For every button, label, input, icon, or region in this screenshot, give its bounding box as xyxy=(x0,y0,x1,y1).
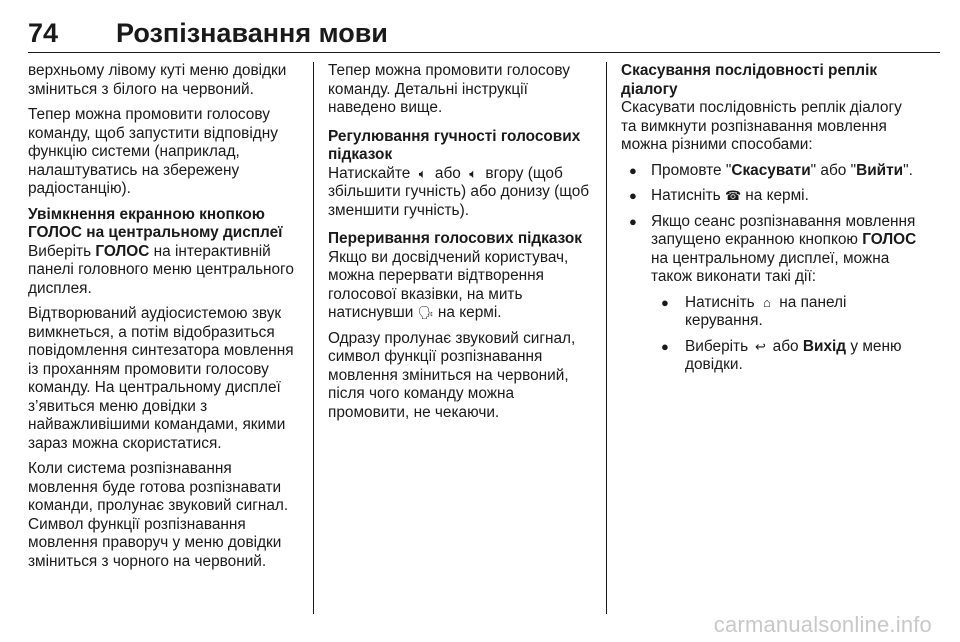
column-divider-2 xyxy=(606,62,607,614)
paragraph: Скасувати послідовність реплік діалогу та вимкнути розпізнавання мовлення можна різними способами: xyxy=(621,99,902,153)
paragraph: Тепер можна промовити голосову команду. Детальні інструкції наведено вище. xyxy=(328,62,570,116)
nested-bullet-list xyxy=(651,294,921,375)
paragraph: Натискайте 🔈︎ або 🔈︎ вгору (щоб збільшити гучність) або донизу (щоб зменшити гучність). xyxy=(328,164,590,219)
header-rule xyxy=(28,52,940,53)
voice-icon: 🗣︎ xyxy=(417,305,435,320)
volume-icon: 🔈︎ xyxy=(418,165,427,181)
bold-term: ГОЛОС xyxy=(95,242,150,260)
home-icon: ⌂ xyxy=(763,294,771,310)
section-heading: Переривання голосових підказок xyxy=(328,230,582,247)
column-divider-1 xyxy=(313,62,314,614)
list-item: ● Якщо сеанс розпізнавання мовлення запущено екранною кнопкою ГОЛОС на центральному дисплеї, можна також виконати такі дії: ● Натисніть ⌂ на панелі керування. ● Виберіть ↩︎ або Вихід у меню довідки. xyxy=(621,213,921,375)
paragraph: Якщо ви досвідчений користувач, можна перервати відтворення голосової вказівки, на мить натиснувши 🗣︎ на кермі. xyxy=(328,248,569,321)
page-title: Розпізнавання мови xyxy=(116,18,388,48)
list-item: ● Натисніть ⌂ на панелі керування. xyxy=(651,294,921,331)
section-heading: Увімкнення екранною кнопкою ГОЛОС на центральному дисплеї xyxy=(28,205,283,241)
bullet-list xyxy=(621,162,921,375)
list-item: ● Промовте "Скасувати" або "Вийти". xyxy=(621,162,921,181)
paragraph: Коли система розпізнавання мовлення буде готова розпізнавати команди, пролунає звуковий сигнал. Символ функції розпізнавання мовлення праворуч у меню довідки зміниться з чорного на червоний. xyxy=(28,460,289,570)
column-3 xyxy=(621,62,921,382)
list-item: ● Виберіть ↩︎ або Вихід у меню довідки. xyxy=(651,338,921,375)
paragraph: верхньому лівому куті меню довідки зміниться з білого на червоний. xyxy=(28,62,287,98)
section-heading: Регулювання гучності голосових підказок xyxy=(328,127,581,163)
paragraph: Виберіть ГОЛОС на інтерактивній панелі головного меню центрального дисплея. xyxy=(28,242,294,297)
page-number: 74 xyxy=(28,18,59,48)
paragraph: Тепер можна промовити голосову команду, щоб запустити відповідну функцію системи (наприклад, налаштуватись на збережену радіостанцію). xyxy=(28,106,278,197)
phone-hangup-icon: ☎︎ xyxy=(724,188,742,203)
paragraph: Відтворюваний аудіосистемою звук вимкнеться, а потім відобразиться повідомлення синтезатора мовлення із проханням промовити голосову команду. На центральному дисплеї з’явиться меню довідки з найважливішими командами, якими зараз можна скористатися. xyxy=(28,305,294,452)
list-item: ● Натисніть ☎︎ на кермі. xyxy=(621,187,921,206)
column-2 xyxy=(328,62,594,429)
section-heading: Скасування послідовності реплік діалогу xyxy=(621,62,878,98)
back-arrow-icon: ↩︎ xyxy=(754,338,766,354)
paragraph: Одразу пролунає звуковий сигнал, символ функції розпізнавання мовлення зміниться на червоний, після чого команду можна промовити, не чекаючи. xyxy=(328,329,576,421)
column-1 xyxy=(28,62,304,578)
volume-icon: 🔈︎ xyxy=(469,165,478,181)
watermark: carmanualsonline.info xyxy=(713,612,932,637)
